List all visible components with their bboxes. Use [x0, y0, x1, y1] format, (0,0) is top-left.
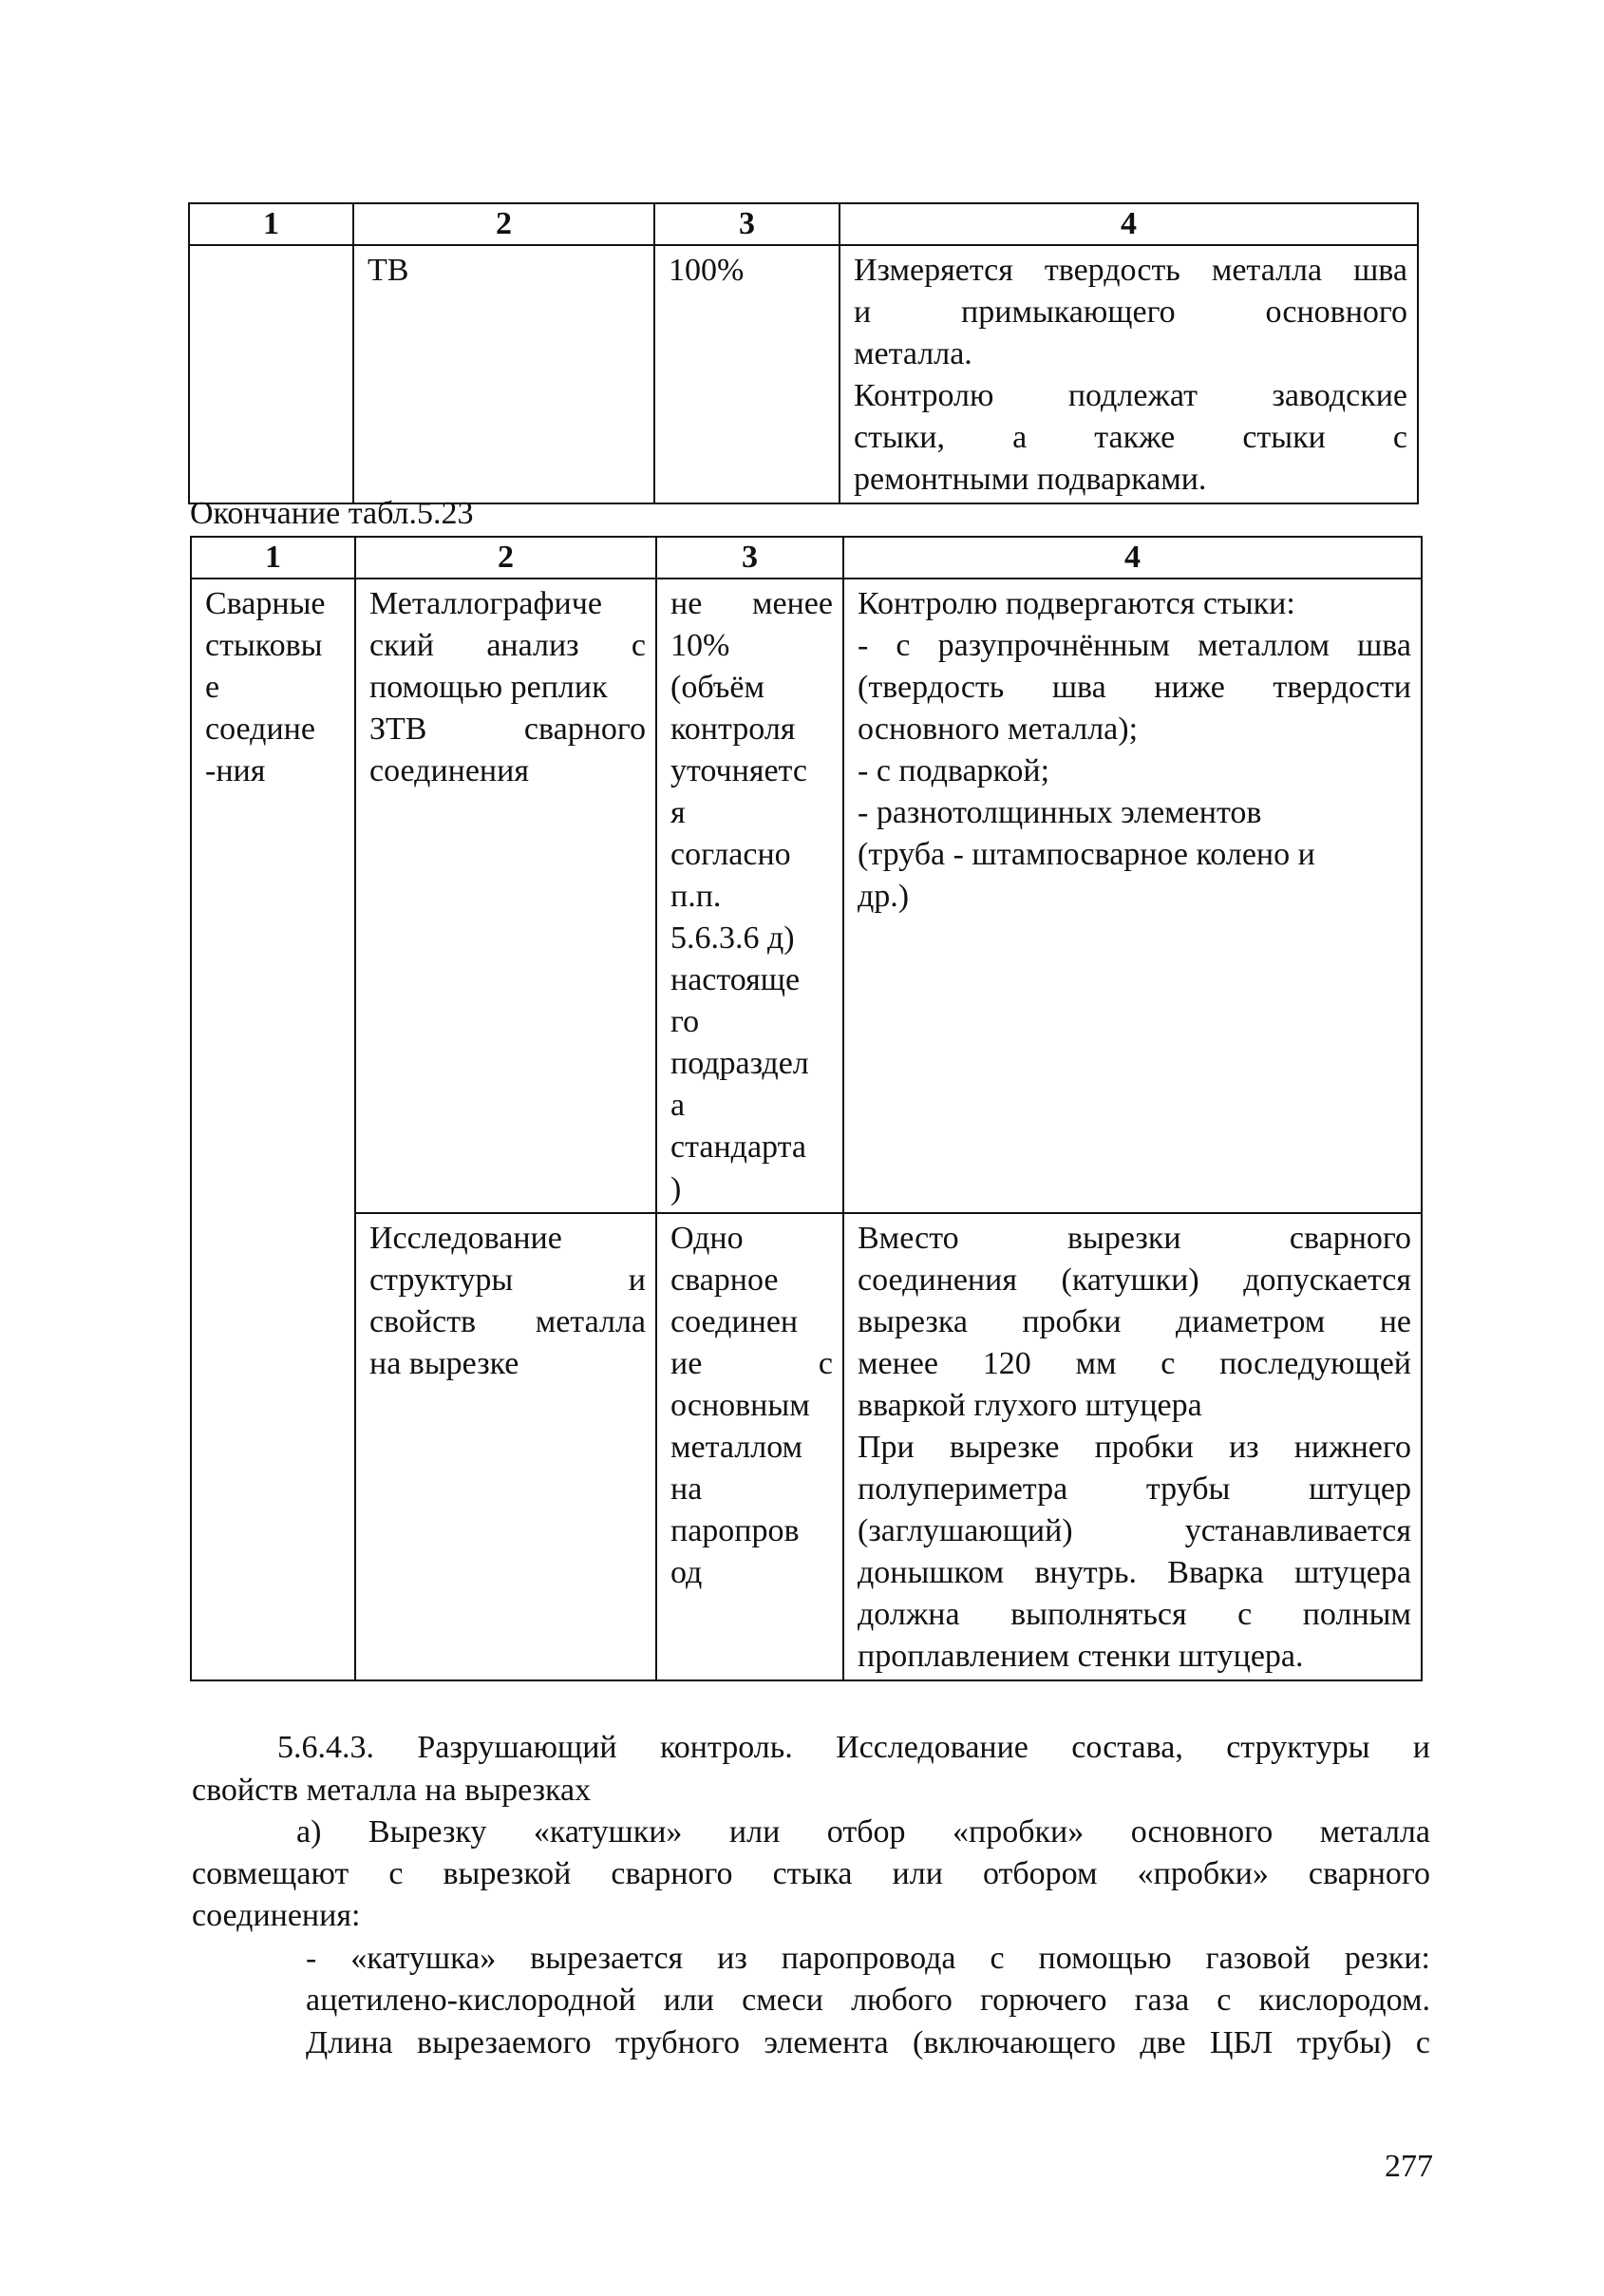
cell-line: Измеряется твердость металла шва [854, 253, 1407, 288]
cell-line: структуры и [369, 1262, 646, 1298]
section-heading-line: 5.6.4.3. Разрушающий контроль. Исследование состава, структуры и [277, 1730, 1430, 1765]
table-cell-method [355, 1213, 656, 1680]
table-continuation [188, 202, 1419, 504]
table-cell-volume [656, 1213, 843, 1680]
cell-line: соединения (катушки) допускается [858, 1262, 1411, 1298]
cell-line: ский анализ с [369, 628, 646, 663]
cell-line: сварное [670, 1262, 779, 1298]
cell-line: стандарта [670, 1129, 806, 1165]
table-cell: ТВ [353, 245, 654, 503]
cell-line: од [670, 1555, 703, 1590]
cell-line: проплавлением стенки штуцера. [858, 1639, 1304, 1674]
table-row [191, 579, 1422, 1213]
table-header-row [189, 203, 1418, 245]
bullet-line: Длина вырезаемого трубного элемента (включающего две ЦБЛ трубы) с [306, 2025, 1430, 2060]
cell-line: - с разупрочнённым металлом шва [858, 628, 1411, 663]
cell-line: основного металла); [858, 712, 1139, 747]
table-cell-type [191, 579, 355, 1680]
table-row [189, 245, 1418, 503]
cell-line: контроля [670, 712, 796, 747]
cell-line: др.) [858, 879, 910, 914]
table-cell-description [840, 245, 1418, 503]
cell-line: -ния [205, 753, 266, 788]
paragraph-line: а) Вырезку «катушки» или отбор «пробки» основного металла [296, 1814, 1430, 1850]
cell-line: ЗТВ сварного [369, 712, 646, 747]
table-cell: 100% [654, 245, 840, 503]
cell-line: Сварные [205, 586, 326, 621]
cell-line: вваркой глухого штуцера [858, 1388, 1202, 1423]
cell-line: стыковы [205, 628, 323, 663]
cell-line: (труба - штампосварное колено и [858, 837, 1315, 872]
cell-line: менее 120 мм с последующей [858, 1346, 1411, 1381]
cell-line: ремонтными подварками. [854, 462, 1207, 497]
header-cell: 2 [353, 203, 654, 245]
cell-line: ) [670, 1171, 682, 1206]
header-cell: 4 [840, 203, 1418, 245]
table-caption: Окончание табл.5.23 [190, 496, 474, 531]
cell-line: Вместо вырезки сварного [858, 1221, 1411, 1256]
cell-line: металла. [854, 336, 972, 371]
header-cell: 1 [191, 537, 355, 579]
cell-line: на вырезке [369, 1346, 519, 1381]
cell-line: на [670, 1471, 703, 1507]
cell-line: (объём [670, 670, 764, 705]
cell-line: соединения [369, 753, 529, 788]
header-cell: 2 [355, 537, 656, 579]
table-row [191, 1213, 1422, 1680]
cell-line: соединен [670, 1304, 799, 1339]
section-heading-line: свойств металла на вырезках [192, 1773, 592, 1808]
table-cell-description [843, 579, 1422, 1213]
cell-line: Исследование [369, 1221, 562, 1256]
cell-line: уточняетс [670, 753, 807, 788]
cell-line: вырезка пробки диаметром не [858, 1304, 1411, 1339]
cell-line: е [205, 670, 220, 705]
cell-line: не менее [670, 586, 833, 621]
cell-line: (заглушающий) устанавливается [858, 1513, 1411, 1548]
table-cell-description [843, 1213, 1422, 1680]
cell-line: должна выполняться с полным [858, 1597, 1411, 1632]
cell-line: я [670, 795, 686, 830]
cell-line: п.п. [670, 879, 722, 914]
cell-line: При вырезке пробки из нижнего [858, 1430, 1411, 1465]
header-cell: 3 [656, 537, 843, 579]
cell-line: - разнотолщинных элементов [858, 795, 1262, 830]
cell-line: - с подваркой; [858, 753, 1050, 788]
cell-line: донышком внутрь. Вварка штуцера [858, 1555, 1411, 1590]
header-cell: 4 [843, 537, 1422, 579]
cell-line: Металлографиче [369, 586, 602, 621]
cell-line: 10% [670, 628, 730, 663]
table-ending [190, 536, 1423, 1681]
page-number: 277 [1385, 2149, 1433, 2184]
cell-line: помощью реплик [369, 670, 608, 705]
cell-line: свойств металла [369, 1304, 646, 1339]
bullet-line: ацетилено-кислородной или смеси любого горючего газа с кислородом. [306, 1983, 1430, 2018]
cell-line: стыки, а также стыки с [854, 420, 1407, 455]
cell-line: ие с [670, 1346, 833, 1381]
cell-line: а [670, 1088, 686, 1123]
table-header-row [191, 537, 1422, 579]
cell-line: Одно [670, 1221, 744, 1256]
cell-line: настояще [670, 962, 801, 997]
table-cell-volume [656, 579, 843, 1213]
paragraph-line: соединения: [192, 1898, 361, 1933]
bullet-line: - «катушка» вырезается из паропровода с помощью газовой резки: [306, 1941, 1430, 1976]
cell-line: паропров [670, 1513, 800, 1548]
cell-line: металлом [670, 1430, 803, 1465]
cell-line: подраздел [670, 1046, 809, 1081]
cell-line: Контролю подвергаются стыки: [858, 586, 1295, 621]
cell-line: согласно [670, 837, 791, 872]
header-cell: 3 [654, 203, 840, 245]
cell-line: и примыкающего основного [854, 294, 1407, 330]
cell-line: Контролю подлежат заводские [854, 378, 1407, 413]
cell-line: (твердость шва ниже твердости [858, 670, 1411, 705]
cell-line: основным [670, 1388, 810, 1423]
cell-line: полупериметра трубы штуцер [858, 1471, 1411, 1507]
paragraph-line: совмещают с вырезкой сварного стыка или отбором «пробки» сварного [192, 1856, 1430, 1891]
cell-line: 5.6.3.6 д) [670, 920, 795, 956]
table-cell [189, 245, 353, 503]
cell-line: го [670, 1004, 700, 1039]
table-cell-method [355, 579, 656, 1213]
cell-line: соедине [205, 712, 315, 747]
header-cell: 1 [189, 203, 353, 245]
